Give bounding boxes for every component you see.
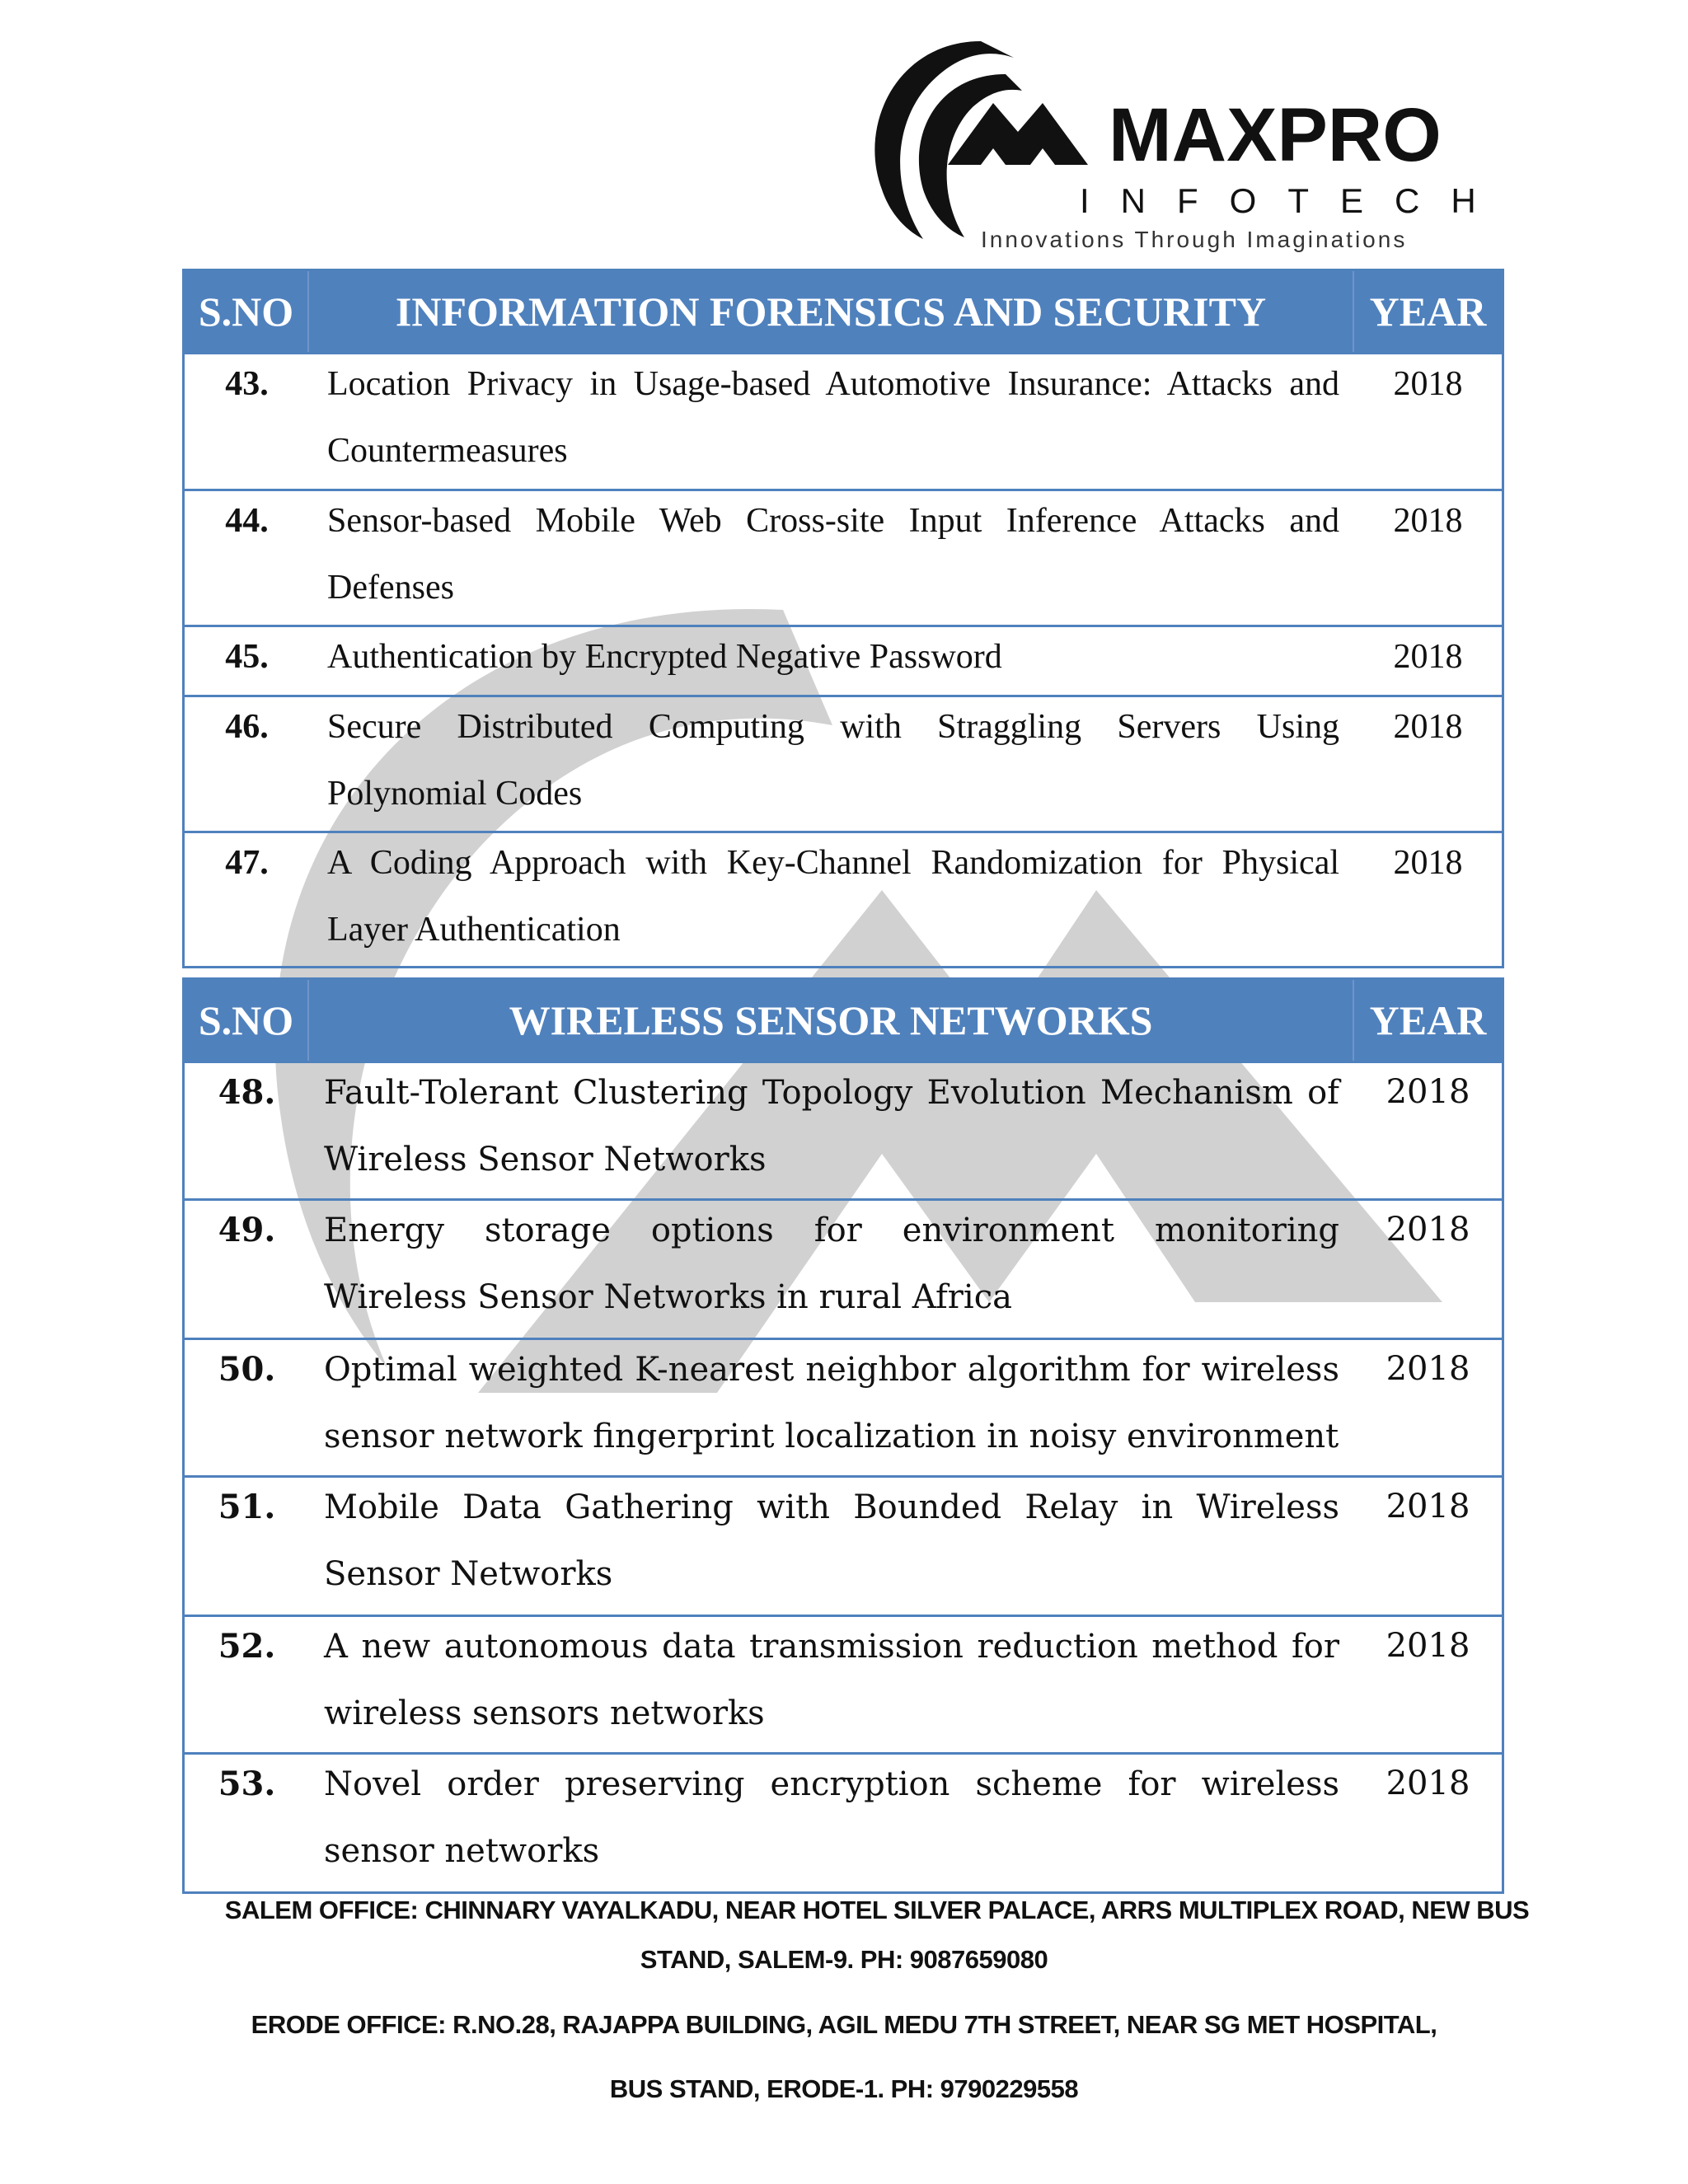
row-title: Authentication by Encrypted Negative Password [327, 638, 1002, 676]
row-year: 2018 [1393, 844, 1463, 882]
table-row [185, 1061, 1502, 1198]
table-row [185, 1615, 1502, 1752]
header-title: INFORMATION FORENSICS AND SECURITY [309, 271, 1354, 352]
row-year: 2018 [1393, 708, 1463, 746]
header-title: WIRELESS SENSOR NETWORKS [309, 980, 1354, 1061]
row-sno: 47. [225, 844, 269, 882]
row-sno: 49. [218, 1211, 276, 1249]
row-sno: 43. [225, 365, 269, 403]
svg-text:INFOTECH: INFOTECH [1080, 181, 1492, 220]
row-sno: 53. [218, 1765, 276, 1803]
footer-salem-line-2: STAND, SALEM-9. PH: 9087659080 [640, 1945, 1048, 1974]
table-header [185, 271, 1502, 352]
row-sno: 51. [218, 1488, 276, 1526]
row-year: 2018 [1386, 1765, 1470, 1802]
row-year: 2018 [1386, 1488, 1470, 1526]
footer-salem-line-1: SALEM OFFICE: CHINNARY VAYALKADU, NEAR HOTEL SILVER PALACE, ARRS MULTIPLEX ROAD, NEW BUS [224, 1896, 1530, 1924]
svg-text:Innovations Through Imaginatio: Innovations Through Imaginations [981, 227, 1408, 252]
maxpro-logo [865, 25, 1492, 255]
row-year: 2018 [1386, 1073, 1470, 1111]
table-row [185, 695, 1502, 831]
table-row [185, 1338, 1502, 1475]
row-year: 2018 [1386, 1627, 1470, 1665]
footer-erode-line-2: BUS STAND, ERODE-1. PH: 9790229558 [609, 2074, 1079, 2103]
header-sno: S.NO [185, 271, 309, 352]
row-title: Sensor-based Mobile Web Cross-site Input Inference Attacks and Defenses [327, 502, 1339, 607]
row-year: 2018 [1386, 1211, 1470, 1249]
row-year: 2018 [1393, 365, 1463, 403]
row-title: A new autonomous data transmission reduction method for wireless sensors networks [324, 1628, 1339, 1732]
row-sno: 50. [218, 1350, 276, 1389]
footer-erode-line-1: ERODE OFFICE: R.NO.28, RAJAPPA BUILDING, AGIL MEDU 7TH STREET, NEAR SG MET HOSPITAL, [251, 2010, 1437, 2039]
row-sno: 48. [218, 1073, 276, 1112]
row-title: Mobile Data Gathering with Bounded Relay in Wireless Sensor Networks [324, 1488, 1339, 1593]
row-title: Optimal weighted K-nearest neighbor algorithm for wireless sensor network fingerprint localization in noisy environment [324, 1351, 1339, 1455]
header-year: YEAR [1369, 997, 1487, 1043]
row-title: Novel order preserving encryption scheme for wireless sensor networks [324, 1765, 1339, 1870]
table-row [185, 1198, 1502, 1338]
forensics-security-table [182, 269, 1504, 968]
row-year: 2018 [1393, 638, 1463, 676]
row-sno: 46. [225, 708, 269, 746]
header-sno: S.NO [185, 980, 309, 1061]
row-sno: 52. [218, 1627, 276, 1666]
table-row [185, 1475, 1502, 1615]
header-year: YEAR [1369, 288, 1487, 335]
table-row [185, 831, 1502, 966]
row-sno: 45. [225, 638, 269, 676]
row-title: Fault-Tolerant Clustering Topology Evolution Mechanism of Wireless Sensor Networks [324, 1074, 1339, 1179]
row-title: Energy storage options for environment monitoring Wireless Sensor Networks in rural Africa [324, 1212, 1339, 1316]
table-header [185, 980, 1502, 1061]
row-year: 2018 [1393, 502, 1463, 540]
wireless-sensor-networks-table [182, 977, 1504, 1894]
row-year: 2018 [1386, 1350, 1470, 1388]
table-row [185, 352, 1502, 489]
table-row [185, 489, 1502, 625]
row-title: Location Privacy in Usage-based Automotive Insurance: Attacks and Countermeasures [327, 365, 1339, 470]
row-title: A Coding Approach with Key-Channel Randomization for Physical Layer Authentication [327, 844, 1339, 949]
table-row [185, 1752, 1502, 1891]
row-title: Secure Distributed Computing with Straggling Servers Using Polynomial Codes [327, 708, 1339, 813]
row-sno: 44. [225, 502, 269, 540]
svg-text:MAXPRO: MAXPRO [1109, 93, 1442, 177]
